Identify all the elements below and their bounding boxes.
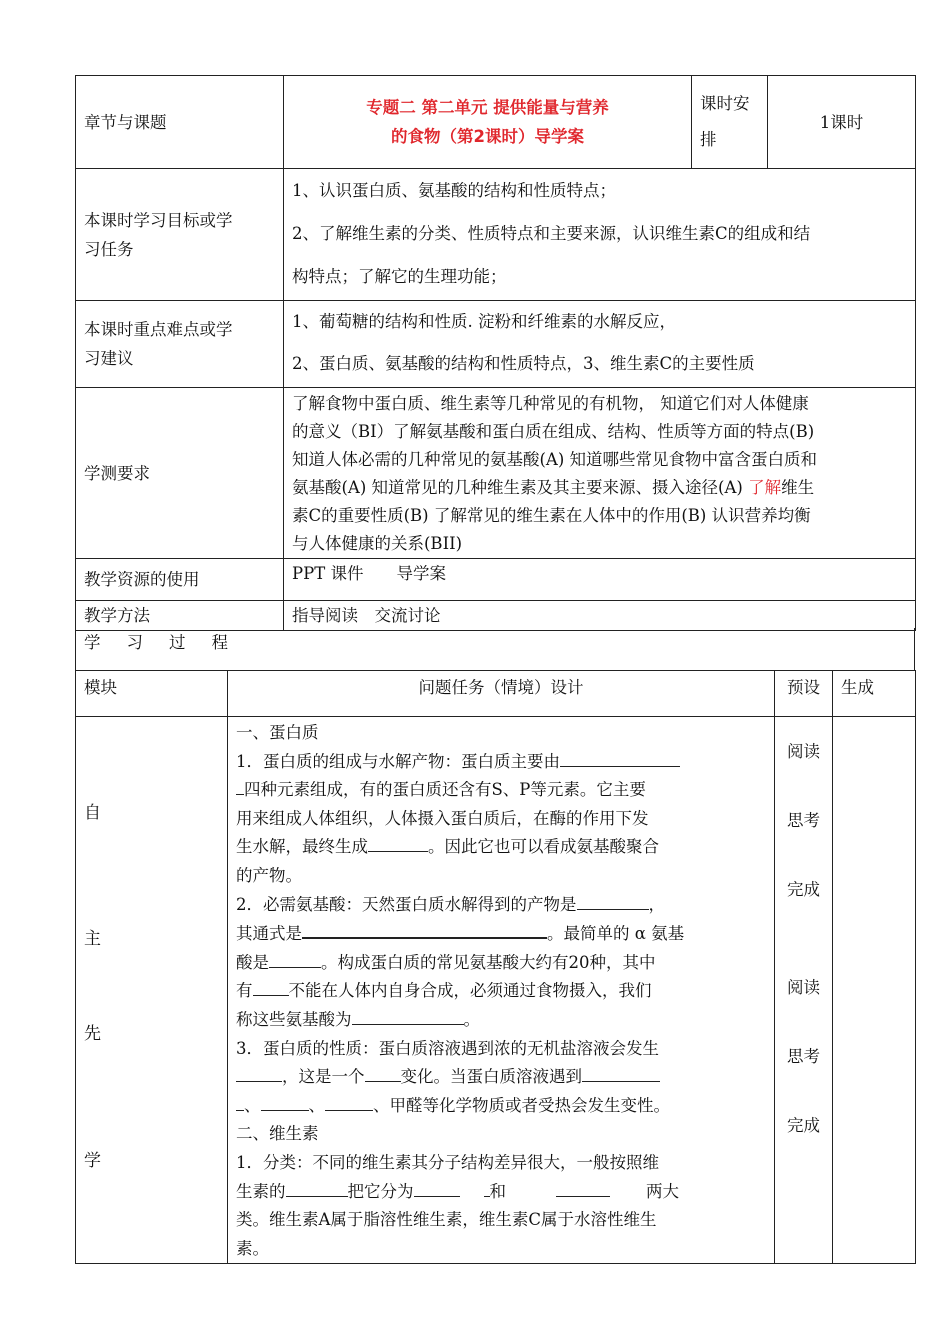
chapter-label: 章节与课题: [76, 76, 284, 169]
fill-blank: [236, 1063, 282, 1082]
objectives-content: 1、认识蛋白质、氨基酸的结构和性质特点； 2、了解维生素的分类、性质特点和主要来源，认识维生素C的组成和结 构特点；了解它的生理功能；: [284, 169, 916, 301]
key-points-label: 本课时重点难点或学 习建议: [76, 301, 284, 388]
resources-label: 教学资源的使用: [76, 559, 284, 601]
module-char: 先: [84, 1024, 101, 1044]
section-heading-vitamin: 二、维生素: [236, 1124, 319, 1144]
column-design: 问题任务（情境）设计: [228, 671, 775, 717]
preset-cell: [775, 717, 833, 1264]
fill-blank: [414, 1178, 460, 1197]
schedule-value: 1课时: [768, 76, 916, 169]
fill-blank: [286, 1178, 348, 1197]
fill-blank: [582, 1063, 660, 1082]
fill-blank: [236, 1092, 244, 1111]
module-char: 自: [84, 803, 101, 823]
generate-cell: [833, 717, 916, 1264]
fill-blank: [556, 1178, 610, 1197]
module-char: 主: [84, 929, 101, 949]
schedule-label: 课时安 排: [692, 76, 768, 169]
resources-value: PPT 课件 导学案: [284, 559, 916, 601]
objectives-label: 本课时学习目标或学 习任务: [76, 169, 284, 301]
preset-item: 思考: [787, 811, 820, 830]
fill-blank: [302, 919, 547, 939]
process-heading: 学习过程: [75, 628, 915, 670]
column-module: 模块: [76, 671, 228, 717]
section-heading-protein: 一、蛋白质: [236, 723, 319, 742]
methods-value: 指导阅读 交流讨论: [284, 601, 916, 631]
column-preset: 预设: [775, 671, 833, 717]
fill-blank: [325, 1092, 373, 1111]
module-char: 学: [84, 1151, 101, 1171]
requirements-label: 学测要求: [76, 388, 284, 559]
fill-blank: [261, 1092, 309, 1111]
preset-item: 思考: [787, 1047, 820, 1066]
preset-item: 阅读: [787, 742, 820, 761]
column-generate: 生成: [833, 671, 916, 717]
fill-blank: [365, 1063, 401, 1082]
fill-blank: [352, 1006, 464, 1025]
fill-blank: [269, 949, 321, 968]
process-table: [75, 670, 916, 1264]
fill-blank: [484, 1178, 490, 1197]
preset-item: 阅读: [787, 978, 820, 997]
preset-item: 完成: [787, 1116, 820, 1135]
module-cell: [76, 717, 228, 1264]
key-points-content: 1、葡萄糖的结构和性质. 淀粉和纤维素的水解反应， 2、蛋白质、氨基酸的结构和性质特点，3、维生素C的主要性质: [284, 301, 916, 388]
fill-blank: [236, 776, 244, 795]
methods-label: 教学方法: [76, 601, 284, 631]
fill-blank: [577, 891, 649, 910]
design-content: 一、蛋白质 1．蛋白质的组成与水解产物：蛋白质主要由 四种元素组成，有的蛋白质还含有S、P等元素。它主要 用来组成人体组织，人体摄入蛋白质后，在酶的作用下发 生水解，最终生成 。因此它也可以看成氨基酸聚合 的产物。 2．必需氨基酸：天然蛋白质水解得到的产物是 ， 其通式是 。最简单的 α 氨基 酸是 。构成蛋白质的常见氨基酸大约有20种，其中 有 不能在人体内自身合成，必须通过食物摄入，我们 称这些氨基酸为 。 3．蛋白质的性质：蛋白质溶液遇到浓的无机盐溶液会发生 ，这是一个 变化。当蛋白质溶液遇到 、 、 、甲醛等化学物质或者受热会发生变性。 二、维生素 1．分类：不同的维生素其分子结构差异很大，一般按照维 生素的 把它分为 和 两大 类。维生素A属于脂溶性维生素，维生素C属于水溶性维生 素。: [228, 717, 775, 1264]
fill-blank: [253, 977, 289, 996]
highlight-understand: 了解: [748, 478, 782, 497]
requirements-content: 了解食物中蛋白质、维生素等几种常见的有机物， 知道它们对人体健康 的意义（BI）了解氨基酸和蛋白质在组成、结构、性质等方面的特点(B) 知道人体必需的几种常见的氨基酸(A) 知道哪些常见食物中富含蛋白质和 氨基酸(A) 知道常见的几种维生素及其主要来源、摄入途径(A) 了解维生 素C的重要性质(B) 了解常见的维生素在人体中的作用(B) 认识营养均衡 与人体健康的关系(BII): [284, 388, 916, 559]
fill-blank: [368, 833, 428, 852]
lesson-title: 专题二 第二单元 提供能量与营养 的食物（第2课时）导学案: [284, 76, 692, 169]
preset-item: 完成: [787, 880, 820, 899]
header-table: [75, 75, 916, 631]
fill-blank: [560, 748, 680, 767]
